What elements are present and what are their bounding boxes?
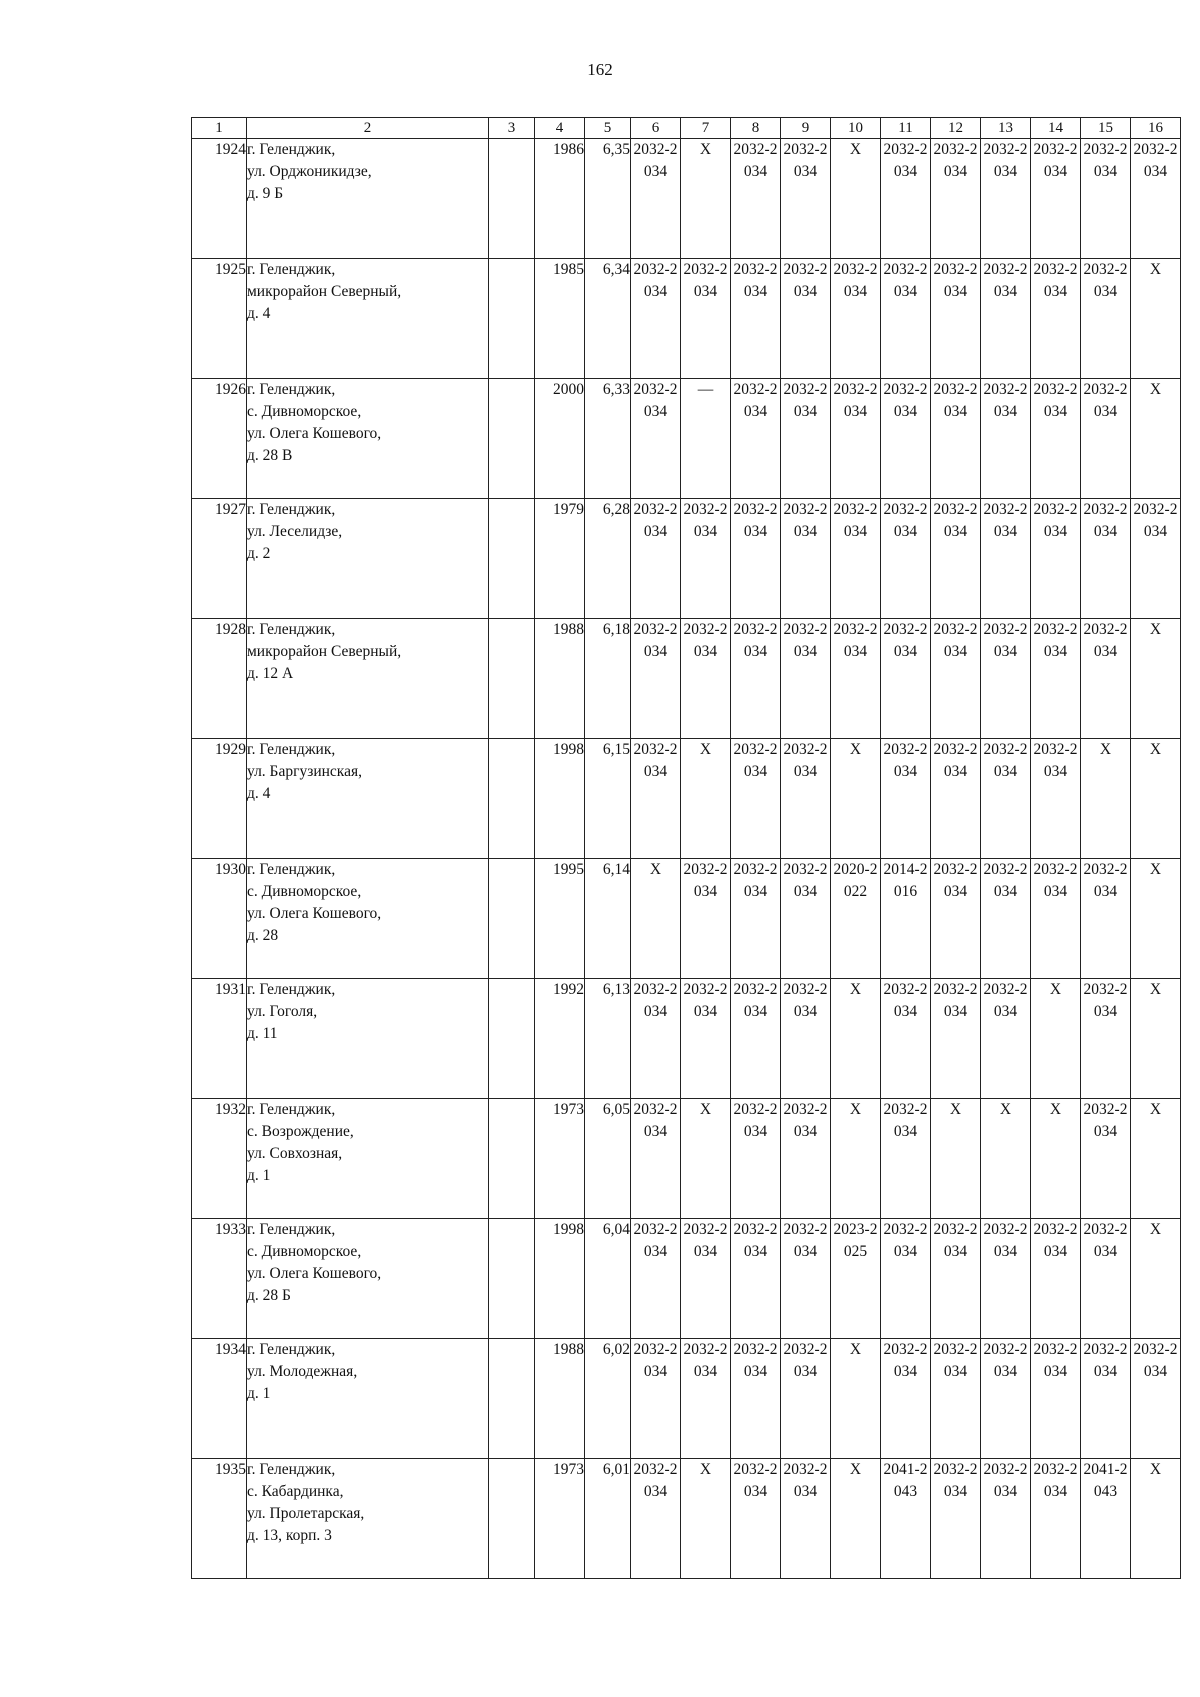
period-cell-col-9: 2032-2034: [781, 1099, 831, 1219]
period-cell-col-11: 2014-2016: [881, 859, 931, 979]
address-cell: [247, 379, 489, 499]
address-line: д. 1: [247, 1385, 271, 1402]
address-line: ул. Пролетарская,: [247, 1505, 365, 1522]
period-cell-col-12: 2032-2034: [931, 1219, 981, 1339]
period-cell-col-12: 2032-2034: [931, 859, 981, 979]
period-cell-col-14: 2032-2034: [1031, 619, 1081, 739]
period-cell-col-15: 2041-2043: [1081, 1459, 1131, 1579]
address-line: ул. Гоголя,: [247, 1003, 318, 1020]
address-line: г. Геленджик,: [247, 1221, 336, 1238]
period-cell-col-14: 2032-2034: [1031, 139, 1081, 259]
address-line: д. 13, корп. 3: [247, 1527, 332, 1544]
table-row: [192, 1219, 1181, 1339]
period-cell-col-9: 2032-2034: [781, 739, 831, 859]
column-number-row: [192, 118, 1181, 139]
period-cell-col-6: 2032-2034: [631, 1339, 681, 1459]
period-cell-col-16: Х: [1131, 979, 1181, 1099]
column-3-cell: [489, 1459, 535, 1579]
period-cell-col-14: 2032-2034: [1031, 379, 1081, 499]
period-cell-col-10: Х: [831, 979, 881, 1099]
table-row: [192, 1339, 1181, 1459]
commissioning-year: 1973: [535, 1459, 585, 1579]
period-cell-col-11: 2032-2034: [881, 739, 931, 859]
column-header-10: 10: [831, 118, 881, 139]
period-cell-col-9: 2032-2034: [781, 619, 831, 739]
table-header: [192, 118, 1181, 139]
period-cell-col-15: 2032-2034: [1081, 1219, 1131, 1339]
period-cell-col-11: 2032-2034: [881, 619, 931, 739]
column-header-3: 3: [489, 118, 535, 139]
address-cell: [247, 739, 489, 859]
address-line: с. Кабардинка,: [247, 1483, 344, 1500]
period-cell-col-13: 2032-2034: [981, 859, 1031, 979]
period-cell-col-6: 2032-2034: [631, 139, 681, 259]
address-line: ул. Баргузинская,: [247, 763, 362, 780]
commissioning-year: 1998: [535, 739, 585, 859]
column-header-7: 7: [681, 118, 731, 139]
column-3-cell: [489, 979, 535, 1099]
period-cell-col-16: Х: [1131, 739, 1181, 859]
period-cell-col-8: 2032-2034: [731, 979, 781, 1099]
row-number: 1932: [192, 1099, 247, 1219]
period-cell-col-14: 2032-2034: [1031, 859, 1081, 979]
address-line: ул. Леселидзе,: [247, 523, 343, 540]
period-cell-col-10: 2032-2034: [831, 499, 881, 619]
table-row: [192, 859, 1181, 979]
period-cell-col-7: 2032-2034: [681, 979, 731, 1099]
period-cell-col-8: 2032-2034: [731, 1219, 781, 1339]
period-cell-col-13: 2032-2034: [981, 979, 1031, 1099]
period-cell-col-13: 2032-2034: [981, 739, 1031, 859]
period-cell-col-16: Х: [1131, 619, 1181, 739]
commissioning-year: 2000: [535, 379, 585, 499]
period-cell-col-10: 2032-2034: [831, 619, 881, 739]
address-cell: [247, 139, 489, 259]
period-cell-col-16: Х: [1131, 1219, 1181, 1339]
address-line: ул. Совхозная,: [247, 1145, 343, 1162]
column-header-11: 11: [881, 118, 931, 139]
period-cell-col-10: 2032-2034: [831, 259, 881, 379]
period-cell-col-8: 2032-2034: [731, 619, 781, 739]
row-number: 1928: [192, 619, 247, 739]
period-cell-col-9: 2032-2034: [781, 1459, 831, 1579]
area-value: 6,35: [585, 139, 631, 259]
table-row: [192, 739, 1181, 859]
row-number: 1933: [192, 1219, 247, 1339]
address-cell: [247, 259, 489, 379]
address-line: г. Геленджик,: [247, 1341, 336, 1358]
table-body: [192, 139, 1181, 1579]
period-cell-col-15: 2032-2034: [1081, 379, 1131, 499]
period-cell-col-14: 2032-2034: [1031, 1459, 1081, 1579]
address-line: с. Дивноморское,: [247, 403, 362, 420]
address-line: микрорайон Северный,: [247, 643, 402, 660]
period-cell-col-12: 2032-2034: [931, 259, 981, 379]
period-cell-col-9: 2032-2034: [781, 139, 831, 259]
address-cell: [247, 859, 489, 979]
period-cell-col-11: 2032-2034: [881, 1219, 931, 1339]
period-cell-col-12: 2032-2034: [931, 1459, 981, 1579]
period-cell-col-13: 2032-2034: [981, 379, 1031, 499]
period-cell-col-10: 2020-2022: [831, 859, 881, 979]
period-cell-col-6: 2032-2034: [631, 739, 681, 859]
period-cell-col-6: 2032-2034: [631, 379, 681, 499]
address-line: д. 28 Б: [247, 1287, 291, 1304]
period-cell-col-6: 2032-2034: [631, 979, 681, 1099]
column-header-15: 15: [1081, 118, 1131, 139]
period-cell-col-14: 2032-2034: [1031, 259, 1081, 379]
address-line: д. 28 В: [247, 447, 293, 464]
period-cell-col-16: Х: [1131, 1099, 1181, 1219]
area-value: 6,02: [585, 1339, 631, 1459]
period-cell-col-14: Х: [1031, 1099, 1081, 1219]
area-value: 6,33: [585, 379, 631, 499]
table-row: [192, 1099, 1181, 1219]
period-cell-col-15: 2032-2034: [1081, 499, 1131, 619]
table-row: [192, 979, 1181, 1099]
period-cell-col-13: 2032-2034: [981, 1219, 1031, 1339]
period-cell-col-12: 2032-2034: [931, 139, 981, 259]
column-3-cell: [489, 1219, 535, 1339]
address-cell: [247, 499, 489, 619]
address-line: д. 28: [247, 927, 279, 944]
period-cell-col-8: 2032-2034: [731, 1339, 781, 1459]
address-line: ул. Молодежная,: [247, 1363, 358, 1380]
period-cell-col-7: 2032-2034: [681, 859, 731, 979]
address-line: ул. Олега Кошевого,: [247, 425, 382, 442]
period-cell-col-7: 2032-2034: [681, 1339, 731, 1459]
row-number: 1931: [192, 979, 247, 1099]
column-header-5: 5: [585, 118, 631, 139]
period-cell-col-10: 2032-2034: [831, 379, 881, 499]
row-number: 1927: [192, 499, 247, 619]
period-cell-col-7: 2032-2034: [681, 619, 731, 739]
area-value: 6,15: [585, 739, 631, 859]
address-line: д. 11: [247, 1025, 278, 1042]
commissioning-year: 1988: [535, 1339, 585, 1459]
period-cell-col-13: 2032-2034: [981, 259, 1031, 379]
period-cell-col-12: 2032-2034: [931, 979, 981, 1099]
address-line: д. 9 Б: [247, 185, 284, 202]
column-header-14: 14: [1031, 118, 1081, 139]
period-cell-col-9: 2032-2034: [781, 379, 831, 499]
period-cell-col-15: 2032-2034: [1081, 979, 1131, 1099]
column-header-8: 8: [731, 118, 781, 139]
column-3-cell: [489, 1339, 535, 1459]
address-line: ул. Орджоникидзе,: [247, 163, 372, 180]
commissioning-year: 1985: [535, 259, 585, 379]
housing-register-table: [191, 117, 1181, 1579]
period-cell-col-6: Х: [631, 859, 681, 979]
column-header-16: 16: [1131, 118, 1181, 139]
address-cell: [247, 1459, 489, 1579]
period-cell-col-14: 2032-2034: [1031, 1339, 1081, 1459]
area-value: 6,14: [585, 859, 631, 979]
period-cell-col-10: Х: [831, 1459, 881, 1579]
period-cell-col-11: 2032-2034: [881, 979, 931, 1099]
period-cell-col-13: 2032-2034: [981, 139, 1031, 259]
address-line: с. Дивноморское,: [247, 1243, 362, 1260]
period-cell-col-7: Х: [681, 1099, 731, 1219]
column-header-4: 4: [535, 118, 585, 139]
period-cell-col-6: 2032-2034: [631, 259, 681, 379]
period-cell-col-14: 2032-2034: [1031, 499, 1081, 619]
period-cell-col-12: Х: [931, 1099, 981, 1219]
period-cell-col-11: 2032-2034: [881, 139, 931, 259]
period-cell-col-15: 2032-2034: [1081, 859, 1131, 979]
period-cell-col-16: 2032-2034: [1131, 139, 1181, 259]
period-cell-col-15: 2032-2034: [1081, 259, 1131, 379]
column-header-1: 1: [192, 118, 247, 139]
period-cell-col-12: 2032-2034: [931, 739, 981, 859]
period-cell-col-10: Х: [831, 1099, 881, 1219]
address-cell: [247, 1219, 489, 1339]
period-cell-col-10: Х: [831, 139, 881, 259]
period-cell-col-8: 2032-2034: [731, 379, 781, 499]
period-cell-col-8: 2032-2034: [731, 859, 781, 979]
period-cell-col-11: 2032-2034: [881, 259, 931, 379]
period-cell-col-11: 2032-2034: [881, 379, 931, 499]
table-row: [192, 379, 1181, 499]
address-line: д. 4: [247, 305, 271, 322]
address-line: г. Геленджик,: [247, 381, 336, 398]
table-row: [192, 139, 1181, 259]
column-header-13: 13: [981, 118, 1031, 139]
period-cell-col-16: Х: [1131, 259, 1181, 379]
row-number: 1924: [192, 139, 247, 259]
area-value: 6,28: [585, 499, 631, 619]
address-line: г. Геленджик,: [247, 741, 336, 758]
period-cell-col-6: 2032-2034: [631, 1459, 681, 1579]
column-3-cell: [489, 499, 535, 619]
period-cell-col-9: 2032-2034: [781, 1219, 831, 1339]
period-cell-col-16: Х: [1131, 859, 1181, 979]
column-header-9: 9: [781, 118, 831, 139]
row-number: 1935: [192, 1459, 247, 1579]
address-cell: [247, 1339, 489, 1459]
table-row: [192, 1459, 1181, 1579]
address-line: д. 12 А: [247, 665, 294, 682]
period-cell-col-10: Х: [831, 739, 881, 859]
row-number: 1930: [192, 859, 247, 979]
period-cell-col-7: —: [681, 379, 731, 499]
column-3-cell: [489, 1099, 535, 1219]
period-cell-col-15: 2032-2034: [1081, 139, 1131, 259]
table-row: [192, 499, 1181, 619]
address-line: д. 4: [247, 785, 271, 802]
address-line: ул. Олега Кошевого,: [247, 1265, 382, 1282]
period-cell-col-14: 2032-2034: [1031, 1219, 1081, 1339]
address-line: г. Геленджик,: [247, 141, 336, 158]
period-cell-col-11: 2041-2043: [881, 1459, 931, 1579]
period-cell-col-16: 2032-2034: [1131, 499, 1181, 619]
address-line: г. Геленджик,: [247, 1461, 336, 1478]
address-cell: [247, 619, 489, 739]
period-cell-col-14: Х: [1031, 979, 1081, 1099]
area-value: 6,34: [585, 259, 631, 379]
column-header-6: 6: [631, 118, 681, 139]
period-cell-col-7: 2032-2034: [681, 499, 731, 619]
page-number: 162: [587, 60, 613, 79]
column-3-cell: [489, 739, 535, 859]
area-value: 6,18: [585, 619, 631, 739]
address-line: г. Геленджик,: [247, 621, 336, 638]
period-cell-col-8: 2032-2034: [731, 259, 781, 379]
address-line: микрорайон Северный,: [247, 283, 402, 300]
column-3-cell: [489, 139, 535, 259]
area-value: 6,05: [585, 1099, 631, 1219]
period-cell-col-7: Х: [681, 739, 731, 859]
period-cell-col-15: 2032-2034: [1081, 619, 1131, 739]
period-cell-col-16: Х: [1131, 1459, 1181, 1579]
period-cell-col-11: 2032-2034: [881, 1339, 931, 1459]
column-header-12: 12: [931, 118, 981, 139]
period-cell-col-16: Х: [1131, 379, 1181, 499]
address-line: г. Геленджик,: [247, 861, 336, 878]
address-line: г. Геленджик,: [247, 981, 336, 998]
period-cell-col-7: 2032-2034: [681, 259, 731, 379]
address-cell: [247, 1099, 489, 1219]
period-cell-col-7: 2032-2034: [681, 1219, 731, 1339]
period-cell-col-8: 2032-2034: [731, 139, 781, 259]
address-line: ул. Олега Кошевого,: [247, 905, 382, 922]
period-cell-col-6: 2032-2034: [631, 1099, 681, 1219]
column-header-2: 2: [247, 118, 489, 139]
column-3-cell: [489, 259, 535, 379]
column-3-cell: [489, 379, 535, 499]
address-line: г. Геленджик,: [247, 501, 336, 518]
period-cell-col-9: 2032-2034: [781, 499, 831, 619]
address-line: с. Возрождение,: [247, 1123, 354, 1140]
table-row: [192, 259, 1181, 379]
commissioning-year: 1995: [535, 859, 585, 979]
table-row: [192, 619, 1181, 739]
commissioning-year: 1998: [535, 1219, 585, 1339]
period-cell-col-9: 2032-2034: [781, 859, 831, 979]
period-cell-col-13: 2032-2034: [981, 619, 1031, 739]
period-cell-col-13: 2032-2034: [981, 499, 1031, 619]
period-cell-col-8: 2032-2034: [731, 1099, 781, 1219]
period-cell-col-12: 2032-2034: [931, 379, 981, 499]
row-number: 1925: [192, 259, 247, 379]
commissioning-year: 1979: [535, 499, 585, 619]
row-number: 1929: [192, 739, 247, 859]
commissioning-year: 1973: [535, 1099, 585, 1219]
row-number: 1926: [192, 379, 247, 499]
period-cell-col-16: 2032-2034: [1131, 1339, 1181, 1459]
period-cell-col-11: 2032-2034: [881, 499, 931, 619]
period-cell-col-9: 2032-2034: [781, 259, 831, 379]
commissioning-year: 1986: [535, 139, 585, 259]
address-line: г. Геленджик,: [247, 1101, 336, 1118]
period-cell-col-8: 2032-2034: [731, 499, 781, 619]
period-cell-col-10: 2023-2025: [831, 1219, 881, 1339]
period-cell-col-7: Х: [681, 1459, 731, 1579]
address-line: д. 2: [247, 545, 271, 562]
period-cell-col-9: 2032-2034: [781, 979, 831, 1099]
area-value: 6,01: [585, 1459, 631, 1579]
column-3-cell: [489, 859, 535, 979]
area-value: 6,04: [585, 1219, 631, 1339]
period-cell-col-15: Х: [1081, 739, 1131, 859]
period-cell-col-15: 2032-2034: [1081, 1339, 1131, 1459]
period-cell-col-12: 2032-2034: [931, 619, 981, 739]
address-line: с. Дивноморское,: [247, 883, 362, 900]
period-cell-col-6: 2032-2034: [631, 499, 681, 619]
period-cell-col-6: 2032-2034: [631, 619, 681, 739]
period-cell-col-11: 2032-2034: [881, 1099, 931, 1219]
area-value: 6,13: [585, 979, 631, 1099]
period-cell-col-8: 2032-2034: [731, 1459, 781, 1579]
period-cell-col-8: 2032-2034: [731, 739, 781, 859]
period-cell-col-14: 2032-2034: [1031, 739, 1081, 859]
commissioning-year: 1992: [535, 979, 585, 1099]
period-cell-col-13: 2032-2034: [981, 1339, 1031, 1459]
period-cell-col-12: 2032-2034: [931, 1339, 981, 1459]
period-cell-col-9: 2032-2034: [781, 1339, 831, 1459]
address-cell: [247, 979, 489, 1099]
period-cell-col-12: 2032-2034: [931, 499, 981, 619]
period-cell-col-10: Х: [831, 1339, 881, 1459]
period-cell-col-15: 2032-2034: [1081, 1099, 1131, 1219]
period-cell-col-13: Х: [981, 1099, 1031, 1219]
period-cell-col-6: 2032-2034: [631, 1219, 681, 1339]
row-number: 1934: [192, 1339, 247, 1459]
period-cell-col-13: 2032-2034: [981, 1459, 1031, 1579]
column-3-cell: [489, 619, 535, 739]
address-line: г. Геленджик,: [247, 261, 336, 278]
address-line: д. 1: [247, 1167, 271, 1184]
commissioning-year: 1988: [535, 619, 585, 739]
period-cell-col-7: Х: [681, 139, 731, 259]
